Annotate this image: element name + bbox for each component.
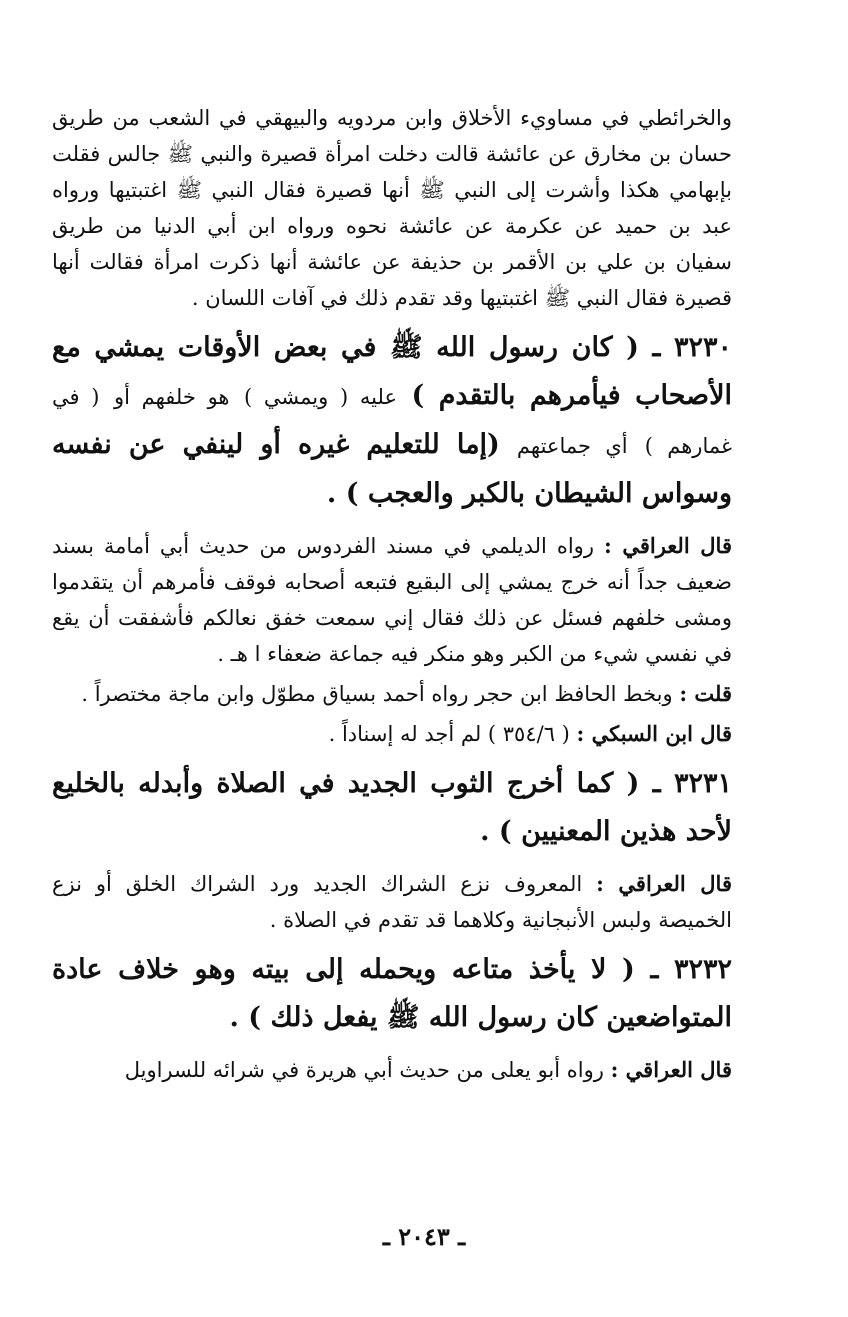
matn-3230 — [52, 324, 732, 518]
matn-text: ٣٢٣٠ ـ ( كان رسول الله ﷺ في بعض الأوقات يمشي مع الأصحاب فيأمرهم بالتقدم ) — [52, 332, 733, 411]
commentary-text: رواه أبو يعلى من حديث أبي هريرة في شرائه للسراويل — [124, 1058, 604, 1082]
iraqi-comment-2 — [52, 866, 732, 938]
page-text — [52, 100, 732, 1088]
commentary-text: رواه الديلمي في مسند الفردوس من حديث أبي أمامة بسند ضعيف جداً أنه خرج يمشي إلى البقيع فتبعه أصحابه فوقف فأمرهم أن يتقدموا ومشى خلفهم فسئل عن ذلك فقال إني سمعت خفق نعالكم فأشفقت أن يقع في نفسي شيء من الكبر وهو منكر فيه جماعة ضعفاء ا هـ . — [52, 534, 732, 666]
subki-comment — [52, 716, 732, 752]
commentator-label: قلت : — [679, 681, 732, 706]
iraqi-comment-1 — [52, 528, 732, 672]
commentary-text: وبخط الحافظ ابن حجر رواه أحمد بسياق مطوّل وابن ماجة مختصراً . — [81, 682, 673, 706]
inline-commentary: أي جماعتهم — [516, 434, 628, 458]
commentary-text: المعروف نزع الشراك الجديد ورد الشراك الخلق أو نزع الخميصة ولبس الأنبجانية وكلاهما قد تقدم في الصلاة . — [52, 872, 732, 932]
inline-commentary: هو خلفهم أو — [113, 385, 230, 409]
qultu-comment — [52, 676, 732, 712]
commentator-label: قال العراقي : — [610, 1057, 732, 1082]
matn-text: ٣٢٣١ ـ ( كما أخرج الثوب الجديد في الصلاة وأبدله بالخليع لأحد هذين المعنيين ) . — [52, 768, 732, 847]
matn-3231 — [52, 760, 732, 856]
commentary-paragraph — [52, 100, 732, 316]
matn-3232 — [52, 946, 732, 1042]
commentary-text: ( ٣٥٤/٦ ) لم أجد له إسناداً . — [328, 722, 570, 746]
commentator-label: قال العراقي : — [603, 533, 732, 558]
commentary-text: والخرائطي في مساويء الأخلاق وابن مردويه والبيهقي في الشعب من طريق حسان بن مخارق عن عائشة قالت دخلت امرأة قصيرة والنبي ﷺ جالس فقلت بإبهامي هكذا وأشرت إلى النبي ﷺ أنها قصيرة فقال النبي ﷺ اغتبتيها ورواه عبد بن حميد عن عكرمة عن عائشة نحوه ورواه ابن أبي الدنيا من طريق سفيان بن علي بن الأقمر بن حذيفة عن عائشة أنها ذكرت امرأة فقالت أنها قصيرة فقال النبي ﷺ اغتبتيها وقد تقدم ذلك في آفات اللسان . — [52, 106, 732, 310]
inline-commentary: ( في غمارهم ) — [52, 385, 732, 458]
iraqi-comment-3 — [52, 1052, 732, 1088]
matn-text: ٣٢٣٢ ـ ( لا يأخذ متاعه ويحمله إلى بيته وهو خلاف عادة المتواضعين كان رسول الله ﷺ يفعل ذلك ) . — [52, 954, 732, 1033]
matn-text: (إما للتعليم غيره أو لينفي عن نفسه وسواس الشيطان بالكبر والعجب ) . — [52, 429, 732, 509]
commentator-label: قال ابن السبكي : — [576, 721, 732, 746]
page-number: ـ ٢٠٤٣ ـ — [382, 1222, 466, 1251]
commentator-label: قال العراقي : — [596, 871, 732, 896]
inline-commentary: عليه ( ويمشي ) — [243, 385, 397, 409]
